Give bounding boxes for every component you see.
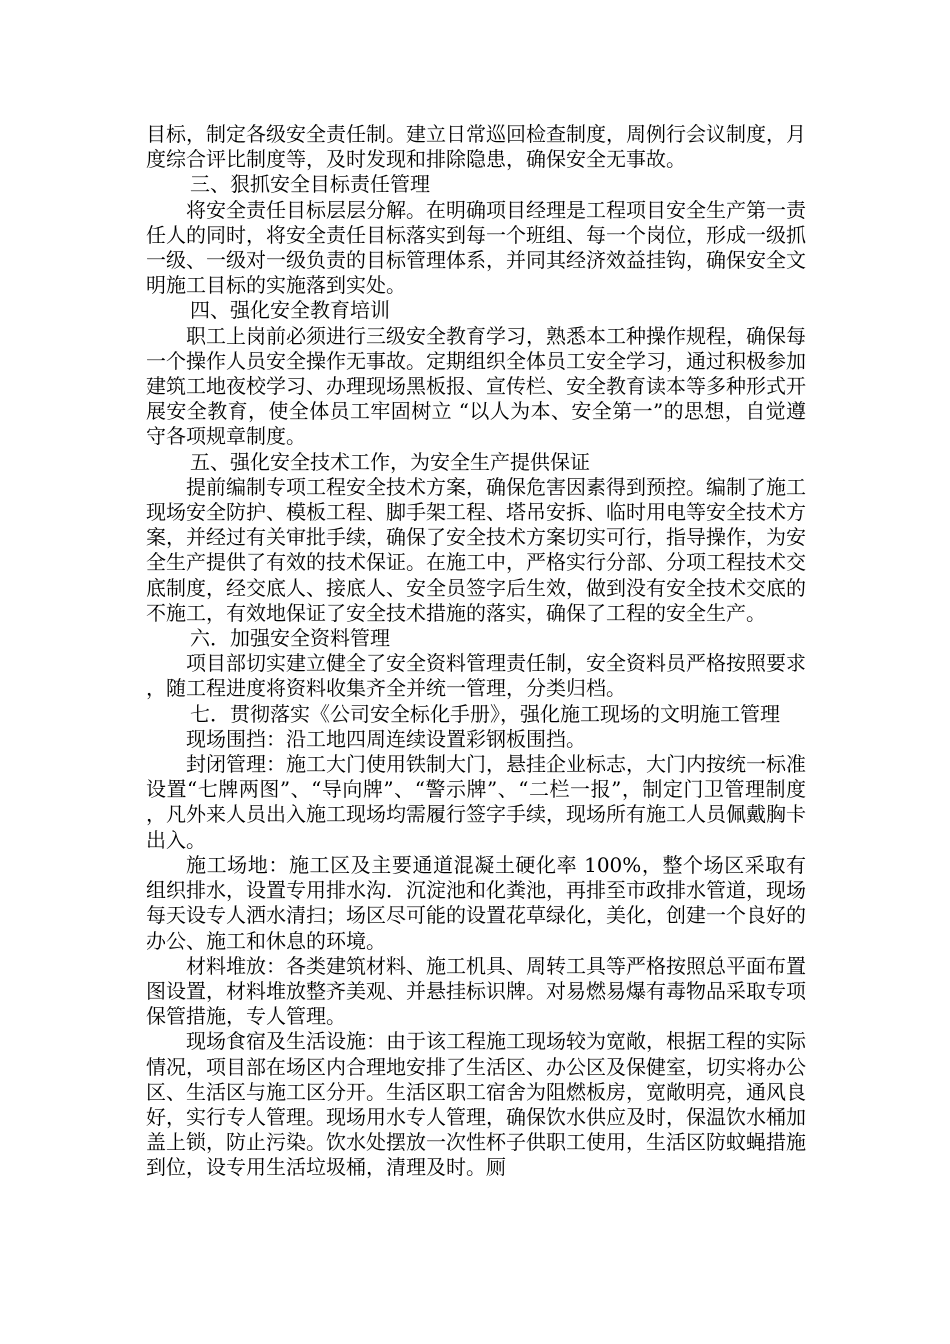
section-heading: 三、狠抓安全目标责任管理 [190,172,430,197]
body-paragraph: 职工上岗前必须进行三级安全教育学习，熟悉本工种操作规程，确保每一个操作人员安全操作无事故。定期组织全体员工安全学习，通过积极参加建筑工地夜校学习、办理现场黑板报、宣传栏、安全教育读本等多种形式开展安全教育，使全体员工牢固树立 “以人为本、安全第一”的思想，自觉遵守各项规章制度。 [146,323,806,449]
body-paragraph: 封闭管理：施工大门使用铁制大门，悬挂企业标志，大门内按统一标准设置“七牌两图”、“导向牌”、“警示牌”、“二栏一报”，制定门卫管理制度，凡外来人员出入施工现场均需履行签字手续，现场所有施工人员佩戴胸卡出入。 [146,752,806,852]
body-paragraph: 目标，制定各级安全责任制。建立日常巡回检查制度，周例行会议制度，月度综合评比制度等，及时发现和排除隐患，确保安全无事故。 [146,122,806,172]
section-heading: 六．加强安全资料管理 [190,626,390,651]
body-paragraph: 现场食宿及生活设施：由于该工程施工现场较为宽敞，根据工程的实际情况，项目部在场区内合理地安排了生活区、办公区及保健室，切实将办公区、生活区与施工区分开。生活区职工宿舍为阻燃板房，宽敞明亮，通风良好，实行专人管理。现场用水专人管理，确保饮水供应及时，保温饮水桶加盖上锁，防止污染。饮水处摆放一次性杯子供职工使用，生活区防蚊蝇措施到位，设专用生活垃圾桶，清理及时。厕 [146,1029,806,1180]
body-paragraph: 项目部切实建立健全了安全资料管理责任制，安全资料员严格按照要求，随工程进度将资料收集齐全并统一管理，分类归档。 [146,651,806,701]
body-paragraph: 现场围挡：沿工地四周连续设置彩钢板围挡。 [186,726,586,751]
body-paragraph: 提前编制专项工程安全技术方案，确保危害因素得到预控。编制了施工现场安全防护、模板工程、脚手架工程、塔吊安拆、临时用电等安全技术方案，并经过有关审批手续，确保了安全技术方案切实可行，指导操作，为安全生产提供了有效的技术保证。在施工中，严格实行分部、分项工程技术交底制度，经交底人、接底人、安全员签字后生效，做到没有安全技术交底的不施工，有效地保证了安全技术措施的落实，确保了工程的安全生产。 [146,474,806,625]
document-page [146,122,806,1181]
section-heading: 七．贯彻落实《公司安全标化手册》，强化施工现场的文明施工管理 [190,701,780,726]
body-paragraph: 材料堆放：各类建筑材料、施工机具、周转工具等严格按照总平面布置图设置，材料堆放整齐美观、并悬挂标识牌。对易燃易爆有毒物品采取专项保管措施，专人管理。 [146,953,806,1029]
section-heading: 五、强化安全技术工作，为安全生产提供保证 [190,449,590,474]
body-paragraph: 施工场地：施工区及主要通道混凝土硬化率 100%，整个场区采取有组织排水，设置专用排水沟．沉淀池和化粪池，再排至市政排水管道，现场每天设专人洒水清扫；场区尽可能的设置花草绿化，美化，创建一个良好的办公、施工和休息的环境。 [146,852,806,953]
section-heading: 四、强化安全教育培训 [190,298,390,323]
body-paragraph: 将安全责任目标层层分解。在明确项目经理是工程项目安全生产第一责任人的同时，将安全责任目标落实到每一个班组、每一个岗位，形成一级抓一级、一级对一级负责的目标管理体系，并同其经济效益挂钩，确保安全文明施工目标的实施落到实处。 [146,197,806,298]
